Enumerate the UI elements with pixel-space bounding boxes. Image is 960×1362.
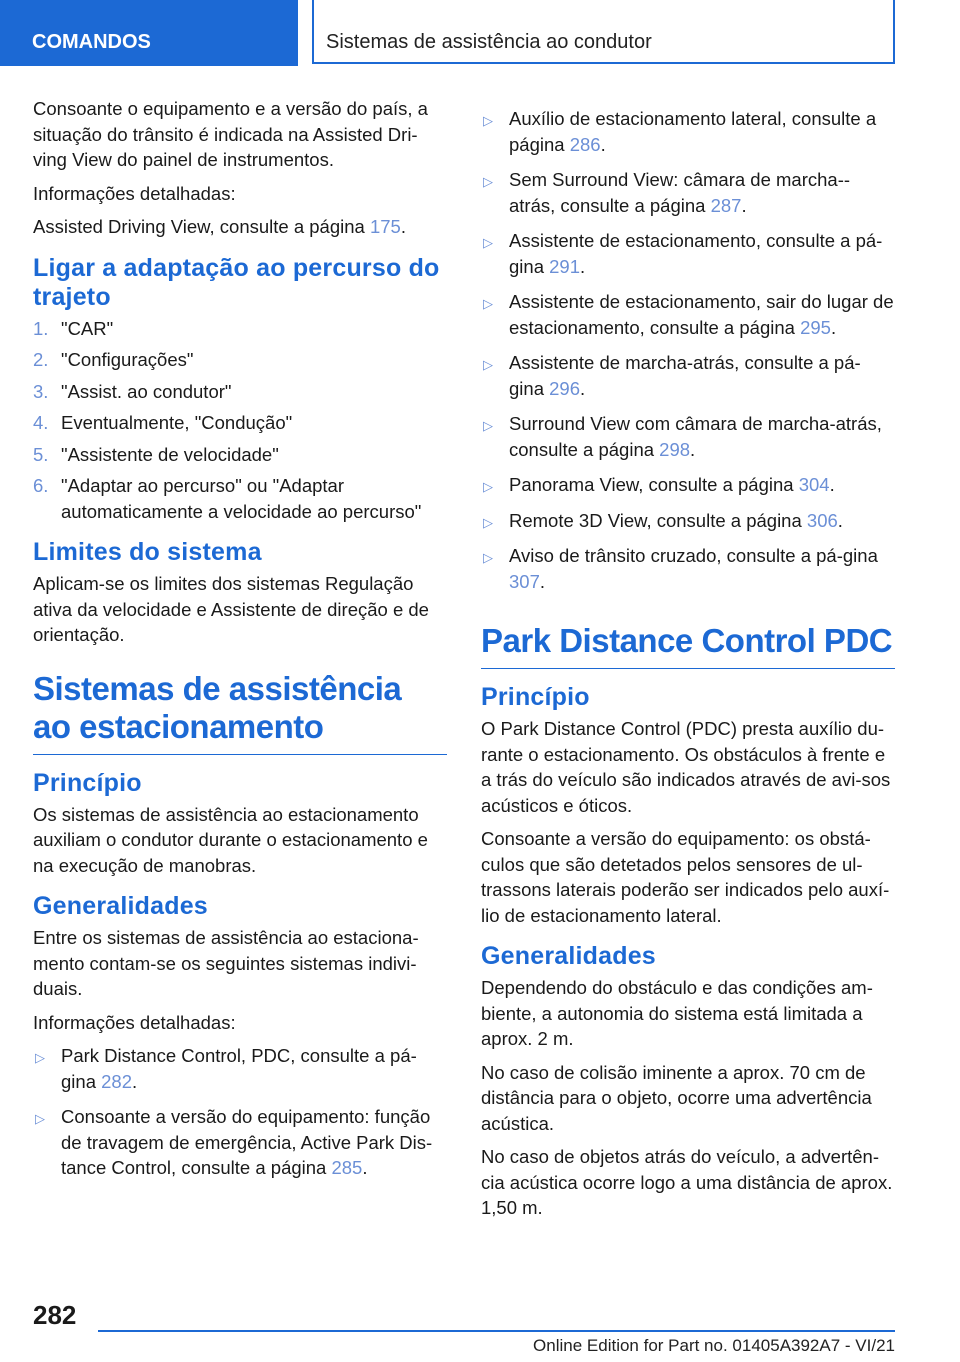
section-title: Sistemas de assistência ao condutor bbox=[312, 0, 895, 64]
page-link-175[interactable]: 175 bbox=[369, 216, 401, 237]
list-item: ▷ Aviso de trânsito cruzado, consulte a pá-gina 307. bbox=[483, 545, 878, 592]
left-bullet-list bbox=[33, 1043, 447, 1181]
footer-divider bbox=[98, 1330, 895, 1332]
page-link-306[interactable]: 306 bbox=[806, 509, 838, 531]
triangle-bullet-icon: ▷ bbox=[483, 479, 493, 494]
info-label: Informações detalhadas: bbox=[33, 1011, 236, 1033]
list-item: ▷ Assistente de marcha-atrás, consulte a pá-gina 296. bbox=[483, 352, 861, 399]
list-item: ▷ Sem Surround View: câmara de marcha--atrás, consulte a página 287. bbox=[483, 169, 851, 216]
triangle-bullet-icon: ▷ bbox=[483, 514, 493, 530]
principio-pdc-paragraph: O Park Distance Control (PDC) presta auxílio du-rante o estacionamento. Os obstáculos à frente e a trás do veículo são indicados através de avi-sos acústicos e óticos. bbox=[481, 718, 891, 816]
list-item: ▷ Remote 3D View, consulte a página 306. bbox=[481, 508, 895, 534]
edition-note: Online Edition for Part no. 01405A392A7 - VI/21 bbox=[533, 1336, 895, 1355]
page-number: 282 bbox=[33, 1300, 77, 1330]
page-link-304[interactable]: 304 bbox=[798, 474, 830, 495]
list-item: ▷ Assistente de estacionamento, consulte a pá-gina 291. bbox=[483, 230, 883, 277]
right-column bbox=[481, 96, 895, 1229]
page-header bbox=[0, 0, 960, 66]
intro-info-label: Informações detalhadas: bbox=[33, 182, 236, 204]
heading-assistencia-estacionamento: Sistemas de assistência ao estacionamento bbox=[33, 670, 447, 755]
chapter-tab[interactable]: COMANDOS bbox=[0, 0, 298, 66]
page-link-287[interactable]: 287 bbox=[710, 194, 742, 216]
page-link-282[interactable]: 282 bbox=[101, 1070, 132, 1092]
step-item: 3. "Assist. ao condutor" bbox=[33, 380, 232, 402]
left-column bbox=[33, 96, 447, 1191]
page-link-298[interactable]: 298 bbox=[659, 438, 691, 460]
principio-pdc-paragraph-2: Consoante a versão do equipamento: os obstá-culos que são detetados pelos sensores de ul-trassons laterais poderão ser indicados pelo auxí-lio de estacionamento lateral. bbox=[481, 828, 890, 926]
principio-paragraph: Os sistemas de assistência ao estacionamento auxiliam o condutor durante o estacionamento e na execução de manobras. bbox=[33, 803, 428, 876]
triangle-bullet-icon: ▷ bbox=[35, 1111, 45, 1126]
list-item: ▷ Auxílio de estacionamento lateral, consulte a página 286. bbox=[483, 108, 877, 155]
triangle-bullet-icon: ▷ bbox=[483, 357, 493, 372]
generalidades-pdc-paragraph-1: Dependendo do obstáculo e das condições am-biente, a autonomia do sistema está limitada a aprox. 2 m. bbox=[481, 977, 873, 1049]
page-link-296[interactable]: 296 bbox=[549, 377, 580, 399]
heading-park-distance-control: Park Distance Control PDC bbox=[481, 622, 895, 669]
list-item: ▷ Surround View com câmara de marcha-atrás, consulte a página 298. bbox=[483, 413, 882, 460]
triangle-bullet-icon: ▷ bbox=[483, 174, 493, 189]
triangle-bullet-icon: ▷ bbox=[483, 550, 493, 565]
step-item: 6. "Adaptar ao percurso" ou "Adaptar automaticamente a velocidade ao percurso" bbox=[33, 475, 422, 522]
heading-principio: Princípio bbox=[33, 768, 142, 797]
intro-paragraph: Consoante o equipamento e a versão do país, a situação do trânsito é indicada na Assisted Dri-ving View do painel de instrumentos. bbox=[33, 98, 428, 170]
triangle-bullet-icon: ▷ bbox=[483, 418, 493, 433]
heading-principio-pdc: Princípio bbox=[481, 683, 590, 711]
intro-reference: Assisted Driving View, consulte a página 175. bbox=[33, 216, 406, 237]
generalidades-pdc-paragraph-3: No caso de objetos atrás do veículo, a advertên-cia acústica ocorre logo a uma distância de aprox. 1,50 m. bbox=[481, 1146, 893, 1218]
step-item: 4. Eventualmente, "Condução" bbox=[33, 412, 293, 433]
heading-ligar-adaptacao: Ligar a adaptação ao percurso do trajeto bbox=[33, 253, 440, 311]
page-link-307[interactable]: 307 bbox=[509, 570, 540, 592]
heading-generalidades-pdc: Generalidades bbox=[481, 942, 656, 970]
page-link-286[interactable]: 286 bbox=[569, 133, 601, 155]
page-link-291[interactable]: 291 bbox=[549, 255, 580, 277]
limites-paragraph: Aplicam-se os limites dos sistemas Regulação ativa da velocidade e Assistente de direção e de orientação. bbox=[33, 573, 429, 645]
step-item: 1. "CAR" bbox=[33, 317, 114, 339]
triangle-bullet-icon: ▷ bbox=[483, 113, 493, 128]
heading-limites: Limites do sistema bbox=[33, 538, 262, 566]
generalidades-paragraph: Entre os sistemas de assistência ao estaciona-mento contam-se os seguintes sistemas indivi-duais. bbox=[33, 927, 419, 999]
list-item: ▷ Consoante a versão do equipamento: função de travagem de emergência, Active Park Dis-tance Control, consulte a página 285. bbox=[35, 1106, 433, 1178]
list-item: ▷ Assistente de estacionamento, sair do lugar de estacionamento, consulte a página 295. bbox=[483, 291, 894, 338]
list-item: ▷ Panorama View, consulte a página 304. bbox=[481, 472, 895, 498]
triangle-bullet-icon: ▷ bbox=[483, 235, 493, 250]
step-item: 5. "Assistente de velocidade" bbox=[33, 443, 279, 465]
page-link-285[interactable]: 285 bbox=[331, 1157, 363, 1178]
heading-generalidades: Generalidades bbox=[33, 892, 208, 920]
triangle-bullet-icon: ▷ bbox=[35, 1050, 45, 1065]
page-link-295[interactable]: 295 bbox=[800, 316, 831, 338]
step-item: 2. "Configurações" bbox=[33, 349, 194, 370]
triangle-bullet-icon: ▷ bbox=[483, 296, 493, 311]
right-bullet-list bbox=[481, 106, 895, 594]
steps-list bbox=[33, 316, 447, 525]
list-item: ▷ Park Distance Control, PDC, consulte a pá-gina 282. bbox=[35, 1045, 417, 1092]
generalidades-pdc-paragraph-2: No caso de colisão iminente a aprox. 70 cm de distância para o objeto, ocorre uma advertência acústica. bbox=[481, 1061, 872, 1134]
